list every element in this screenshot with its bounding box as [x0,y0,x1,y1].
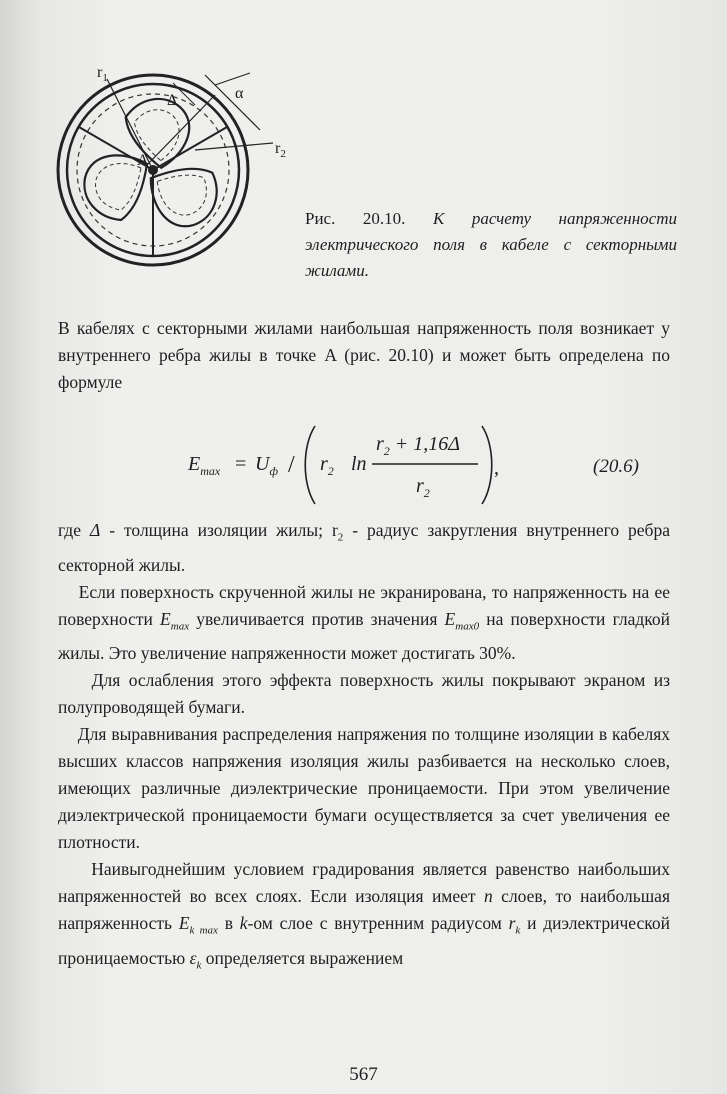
formula-20-6 [58,412,670,512]
paragraph-optimal: Наивыгоднейшим условием градирования является равенство наибольших напряженностей во всех слоях. Если изоляция имеет n слоев, то наибольшая напряженность $E_{k max}$ в k-ом слое с внутренним радиусом $r_k$ и диэлектрической проницаемостью $\varepsilon_k$ определяется выражением [58,859,670,971]
formula-svg [58,412,670,512]
body-text [58,517,670,979]
formula-den-sub: 2 [423,486,430,500]
intro-paragraph [58,315,670,396]
svg-text:Emax [187,453,221,478]
label-point-a: A [137,152,149,169]
formula-slash: / [288,452,295,478]
formula-lhs-sub: max [200,464,221,478]
svg-text:r2 [416,475,430,500]
label-r2: $r_2$ [275,140,286,160]
formula-num-sub: 2 [383,444,390,458]
formula-r2: r [320,453,328,475]
formula-ln: ln [351,453,367,475]
formula-num-r: r [376,433,384,455]
paragraph-grading: Для выравнивания распределения напряжения по толщине изоляции в кабелях высших классов напряжения изоляция жилы разбивается на несколько слоев, имеющих различные диэлектрические проницаемости. При этом увеличение диэлектрической проницаемости бумаги осуществляется за счет увеличения ее плотности. [58,724,671,852]
figure-caption [305,206,677,284]
formula-lhs: E [188,453,201,475]
svg-text:r2 [320,453,334,478]
paragraph-definitions: где Δ - толщина изоляции жилы; $r_2$ - радиус закругления внутреннего ребра секторной жилы. [58,520,670,575]
svg-text:r2 + 1,16Δ [376,433,460,458]
formula-equals: = [235,453,247,475]
formula-r2-sub: 2 [327,464,334,478]
paragraph-surface: Если поверхность скрученной жилы не экранирована, то напряженность на ее поверхности $E_{max}$ увеличивается против значения $E_{max0}$ на поверхности гладкой жилы. Это увеличение напряженности может достигать 30%. [58,581,671,663]
page-number: 567 [349,1064,378,1085]
paragraph-screen: Для ослабления этого эффекта поверхность жилы покрывают экраном из полупроводящей бумаги. [58,670,670,717]
formula-u-sub: ф [269,464,278,478]
formula-u: U [255,453,270,475]
caption-number: Рис. 20.10. [305,209,406,228]
formula-number: (20.6) [593,456,639,477]
formula-comma: , [494,457,499,479]
caption-text: К расчету напряженности электрического поля в кабеле с секторными жилами. [305,209,677,280]
cable-diagram [55,45,345,305]
cable-cross-section-figure [55,45,345,305]
formula-den-r: r [416,475,424,497]
paragraph-text: В кабелях с секторными жилами наибольшая напряженность поля возникает у внутреннего ребра жилы в точке A (рис. 20.10) и может быть определена по формуле [58,318,670,392]
label-alpha: α [235,85,244,102]
formula-num-rest: + 1,16Δ [389,433,461,455]
svg-text:Uф [255,453,278,478]
label-delta: Δ [167,92,178,109]
label-r1: $r_1$ [97,64,108,84]
